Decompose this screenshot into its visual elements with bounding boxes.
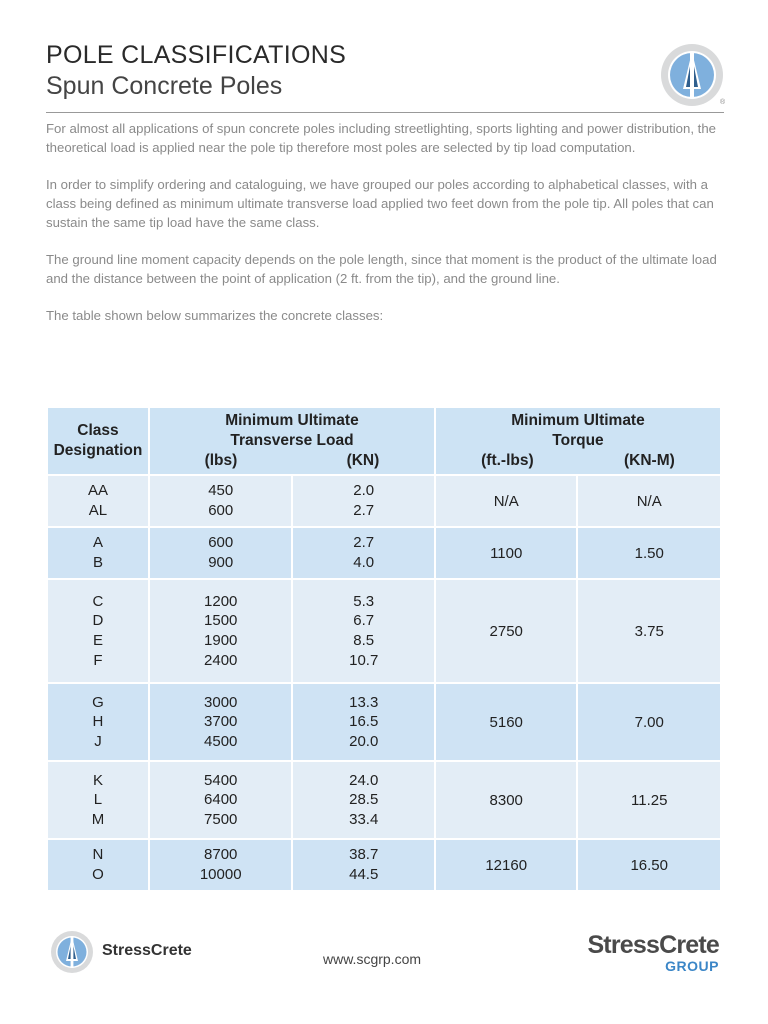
stresscrete-group-logo (579, 931, 719, 973)
lbs-cell (149, 527, 293, 579)
header-load-unit-lbs: (lbs) (204, 452, 238, 469)
kn-value: 5.3 (353, 592, 375, 610)
svg-text:®: ® (720, 99, 725, 106)
table-row (47, 579, 721, 683)
kn-value: 6.7 (353, 612, 375, 630)
header-load-unit-kn: (KN) (346, 452, 380, 469)
header-torque-unit-ftlbs: (ft.-lbs) (481, 452, 534, 469)
lbs-value: 600 (208, 534, 234, 552)
class-value: O (92, 866, 104, 883)
kn-value: 24.0 (349, 771, 379, 789)
kn-value: 2.7 (353, 534, 375, 552)
header-torque-line1: Minimum Ultimate (511, 412, 645, 429)
class-value: A (92, 534, 103, 552)
lbs-value: 2400 (204, 651, 238, 669)
class-cell (47, 579, 149, 683)
table-row (47, 527, 721, 579)
page-subtitle: Spun Concrete Poles (46, 72, 283, 100)
stresscrete-logo-icon (659, 42, 725, 108)
lbs-value: 7500 (204, 810, 238, 828)
paragraph-classification: In order to simplify ordering and cataloguing, we have grouped our poles according to alphabetical classes, with a class being defined as minimum ultimate transverse load applied two feet down from the pole tip. All poles that can sustain the same tip load have the same class. (46, 177, 714, 230)
lbs-value: 900 (208, 554, 234, 571)
torque-knm-cell: 11.25 (577, 761, 721, 839)
kn-cell (292, 839, 434, 891)
lbs-cell (149, 761, 293, 839)
class-cell (47, 527, 149, 579)
header-torque-line2: Torque (552, 432, 604, 449)
kn-value: 38.7 (349, 846, 379, 864)
torque-ftlbs-cell: 2750 (435, 579, 578, 683)
torque-knm-cell: 7.00 (577, 683, 721, 761)
kn-value: 20.0 (349, 732, 379, 750)
torque-knm-cell: 16.50 (577, 839, 721, 891)
lbs-value: 1900 (204, 632, 238, 649)
header-class-line1: Class (77, 422, 119, 439)
lbs-value: 3000 (204, 693, 238, 711)
class-value: J (94, 732, 102, 750)
lbs-value: 8700 (204, 846, 238, 864)
lbs-value: 5400 (204, 771, 238, 789)
group-logo-suffix: GROUP (665, 958, 719, 974)
class-value: L (93, 791, 103, 809)
class-value: F (93, 651, 103, 669)
class-value: G (92, 693, 104, 711)
torque-knm-cell: N/A (577, 475, 721, 527)
stresscrete-footer-logo-icon (50, 928, 94, 976)
class-value: B (92, 554, 103, 571)
lbs-value: 1500 (204, 612, 238, 630)
lbs-cell (149, 683, 293, 761)
lbs-cell (149, 579, 293, 683)
torque-knm-cell: 1.50 (577, 527, 721, 579)
header-divider (46, 112, 724, 113)
class-cell (47, 839, 149, 891)
torque-ftlbs-cell: 8300 (435, 761, 578, 839)
group-logo-name: StressCrete (587, 931, 719, 959)
lbs-value: 4500 (204, 732, 238, 750)
table-row (47, 839, 721, 891)
class-value: C (92, 592, 104, 610)
table-row (47, 683, 721, 761)
lbs-value: 10000 (199, 866, 242, 883)
class-value: D (92, 612, 104, 630)
header-class-line2: Designation (53, 442, 143, 459)
intro-text (46, 120, 718, 344)
lbs-value: 450 (208, 482, 234, 500)
paragraph-application: For almost all applications of spun concrete poles including streetlighting, sports lighting and power distribution, the theoretical load is applied near the pole tip therefore most poles are selected by tip load computation. (46, 121, 717, 155)
table-row (47, 475, 721, 527)
paragraph-ground-line: The ground line moment capacity depends on the pole length, since that moment is the product of the ultimate load and the distance between the point of application (2 ft. from the tip), and the ground line. (46, 251, 717, 286)
kn-value: 33.4 (349, 810, 379, 828)
kn-value: 4.0 (353, 554, 375, 571)
class-value: N (92, 846, 104, 864)
pole-class-table (46, 406, 722, 892)
lbs-value: 1200 (204, 592, 238, 610)
lbs-value: 600 (208, 502, 234, 519)
class-value: E (92, 632, 103, 649)
page-header (46, 40, 726, 101)
class-value: H (92, 713, 104, 731)
kn-cell (292, 475, 434, 527)
kn-cell (292, 527, 434, 579)
header-torque-unit-knm: (KN-M) (624, 452, 675, 469)
header-load-line1: Minimum Ultimate (225, 412, 359, 429)
class-cell (47, 683, 149, 761)
torque-ftlbs-cell: 12160 (435, 839, 578, 891)
kn-value: 16.5 (349, 713, 379, 731)
header-transverse-load (149, 407, 435, 475)
class-cell (47, 761, 149, 839)
class-value: K (92, 771, 103, 789)
header-load-line2: Transverse Load (230, 432, 354, 449)
lbs-cell (149, 475, 293, 527)
header-class-designation (47, 407, 149, 475)
kn-value: 13.3 (349, 693, 379, 711)
kn-cell (292, 579, 434, 683)
kn-cell (292, 761, 434, 839)
torque-knm-cell: 3.75 (577, 579, 721, 683)
class-value: AL (88, 502, 108, 519)
torque-ftlbs-cell: 1100 (435, 527, 578, 579)
kn-value: 10.7 (349, 651, 379, 669)
paragraph-table-intro: The table shown below summarizes the concrete classes: (46, 308, 384, 324)
lbs-cell (149, 839, 293, 891)
class-cell (47, 475, 149, 527)
header-torque (435, 407, 721, 475)
page-title: POLE CLASSIFICATIONS (46, 41, 347, 69)
footer-website-link[interactable]: www.scgrp.com (323, 951, 422, 967)
torque-ftlbs-cell: 5160 (435, 683, 578, 761)
kn-value: 44.5 (349, 866, 379, 883)
kn-value: 8.5 (353, 632, 375, 649)
kn-cell (292, 683, 434, 761)
footer-brand-name: StressCrete (102, 942, 192, 959)
class-value: AA (87, 482, 108, 500)
lbs-value: 6400 (204, 791, 238, 809)
kn-value: 2.0 (353, 482, 375, 500)
torque-ftlbs-cell: N/A (435, 475, 578, 527)
kn-value: 28.5 (349, 791, 379, 809)
class-value: M (91, 810, 105, 828)
kn-value: 2.7 (353, 502, 375, 519)
table-row (47, 761, 721, 839)
lbs-value: 3700 (204, 713, 238, 731)
